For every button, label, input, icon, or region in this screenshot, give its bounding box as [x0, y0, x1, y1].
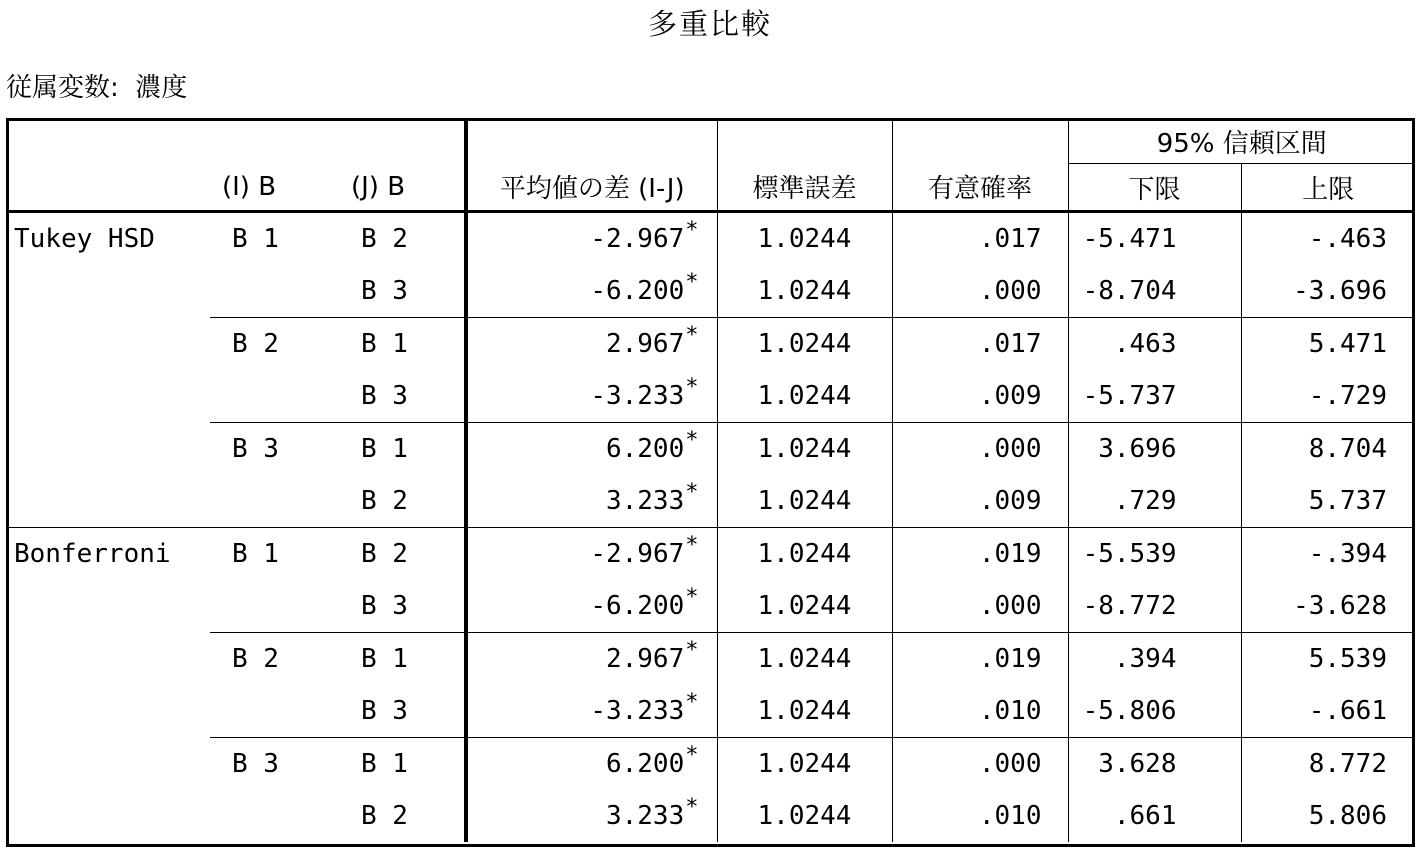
- significance-cell: [892, 685, 1068, 738]
- std-error-cell: [717, 423, 892, 476]
- significance-star: *: [685, 690, 699, 715]
- std-error-cell-text: 1.0244: [757, 749, 852, 779]
- upper-bound-cell-text: -.661: [1308, 696, 1387, 726]
- j-b-cell: [341, 580, 466, 633]
- mean-difference-cell-text: -3.233: [590, 696, 685, 726]
- mean-difference-cell: [466, 318, 717, 371]
- mean-difference-cell-text: 6.200: [605, 749, 685, 779]
- significance-star: *: [685, 428, 699, 453]
- j-b-cell: [341, 528, 466, 581]
- significance-cell: [892, 633, 1068, 686]
- mean-difference-cell-text: -6.200: [590, 591, 685, 621]
- mean-difference-cell: [466, 528, 717, 581]
- mean-difference-cell-text: -2.967: [590, 224, 685, 254]
- table-row: [6, 475, 1415, 528]
- mean-difference-cell: [466, 423, 717, 476]
- lower-bound-cell: [1068, 265, 1241, 318]
- method-cell-text: Bonferroni: [14, 539, 171, 569]
- table-body: [6, 212, 1415, 843]
- header-j-b: (J) B: [341, 164, 466, 212]
- significance-cell-text: .000: [978, 749, 1042, 779]
- upper-bound-cell: [1241, 685, 1415, 738]
- lower-bound-cell-text: .463: [1113, 329, 1177, 359]
- header-method: [6, 164, 210, 212]
- upper-bound-cell-text: 5.539: [1308, 644, 1387, 674]
- upper-bound-cell: [1241, 790, 1415, 842]
- table-row: [6, 790, 1415, 842]
- std-error-cell: [717, 265, 892, 318]
- upper-bound-cell: [1241, 528, 1415, 581]
- std-error-cell-text: 1.0244: [757, 486, 852, 516]
- mean-difference-cell-text: -2.967: [590, 539, 685, 569]
- table-row: [6, 318, 1415, 371]
- i-b-cell: [210, 212, 341, 266]
- table-row: [6, 212, 1415, 266]
- method-cell: [6, 475, 210, 528]
- upper-bound-cell: [1241, 423, 1415, 476]
- j-b-cell-text: B 2: [361, 224, 408, 254]
- multiple-comparisons-table: [6, 119, 1415, 842]
- upper-bound-cell: [1241, 738, 1415, 791]
- method-cell: [6, 528, 210, 581]
- j-b-cell-text: B 1: [361, 749, 408, 779]
- lower-bound-cell: [1068, 475, 1241, 528]
- std-error-cell: [717, 212, 892, 266]
- j-b-cell: [341, 370, 466, 423]
- significance-cell: [892, 738, 1068, 791]
- upper-bound-cell-text: 8.704: [1308, 434, 1387, 464]
- i-b-cell-text: B 2: [232, 329, 279, 359]
- i-b-cell: [210, 685, 341, 738]
- j-b-cell: [341, 212, 466, 266]
- lower-bound-cell: [1068, 318, 1241, 371]
- significance-cell-text: .009: [978, 486, 1042, 516]
- j-b-cell-text: B 3: [361, 276, 408, 306]
- lower-bound-cell: [1068, 212, 1241, 266]
- table-row: [6, 580, 1415, 633]
- significance-cell-text: .010: [978, 801, 1042, 831]
- std-error-cell: [717, 475, 892, 528]
- mean-difference-cell: [466, 790, 717, 842]
- lower-bound-cell-text: .661: [1113, 801, 1177, 831]
- j-b-cell-text: B 3: [361, 696, 408, 726]
- std-error-cell: [717, 633, 892, 686]
- significance-star: *: [685, 743, 699, 768]
- lower-bound-cell: [1068, 633, 1241, 686]
- i-b-cell: [210, 738, 341, 791]
- j-b-cell: [341, 685, 466, 738]
- j-b-cell: [341, 790, 466, 842]
- lower-bound-cell: [1068, 370, 1241, 423]
- header-mean-diff-blank: [466, 119, 717, 164]
- std-error-cell: [717, 318, 892, 371]
- i-b-cell: [210, 580, 341, 633]
- mean-difference-cell: [466, 370, 717, 423]
- method-cell: [6, 265, 210, 318]
- significance-cell-text: .010: [978, 696, 1042, 726]
- significance-cell: [892, 212, 1068, 266]
- dependent-variable-label: 従属変数:: [6, 73, 119, 103]
- j-b-cell-text: B 3: [361, 591, 408, 621]
- j-b-cell-text: B 3: [361, 381, 408, 411]
- header-row-top: [6, 119, 1415, 164]
- i-b-cell: [210, 265, 341, 318]
- lower-bound-cell-text: -5.471: [1082, 224, 1177, 254]
- table-row: [6, 685, 1415, 738]
- significance-star: *: [685, 638, 699, 663]
- mean-difference-cell: [466, 738, 717, 791]
- lower-bound-cell: [1068, 528, 1241, 581]
- upper-bound-cell-text: 5.471: [1308, 329, 1387, 359]
- upper-bound-cell: [1241, 580, 1415, 633]
- std-error-cell-text: 1.0244: [757, 539, 852, 569]
- table-row: [6, 370, 1415, 423]
- method-cell: [6, 685, 210, 738]
- significance-cell-text: .017: [978, 329, 1042, 359]
- i-b-cell: [210, 475, 341, 528]
- dependent-variable-line: [6, 70, 187, 106]
- significance-star: *: [685, 795, 699, 820]
- mean-difference-cell-text: -6.200: [590, 276, 685, 306]
- header-std-error: 標準誤差: [717, 164, 892, 212]
- j-b-cell-text: B 1: [361, 434, 408, 464]
- lower-bound-cell-text: -8.704: [1082, 276, 1177, 306]
- header-significance: 有意確率: [892, 164, 1068, 212]
- std-error-cell: [717, 738, 892, 791]
- i-b-cell: [210, 318, 341, 371]
- lower-bound-cell: [1068, 580, 1241, 633]
- lower-bound-cell-text: 3.696: [1098, 434, 1177, 464]
- upper-bound-cell-text: 8.772: [1308, 749, 1387, 779]
- header-upper-bound: 上限: [1241, 164, 1415, 212]
- lower-bound-cell-text: -8.772: [1082, 591, 1177, 621]
- i-b-cell-text: B 3: [232, 749, 279, 779]
- upper-bound-cell: [1241, 370, 1415, 423]
- method-cell: [6, 212, 210, 266]
- significance-star: *: [685, 375, 699, 400]
- j-b-cell: [341, 318, 466, 371]
- mean-difference-cell-text: 6.200: [605, 434, 685, 464]
- lower-bound-cell: [1068, 738, 1241, 791]
- significance-cell: [892, 528, 1068, 581]
- mean-difference-cell: [466, 475, 717, 528]
- j-b-cell: [341, 265, 466, 318]
- std-error-cell-text: 1.0244: [757, 329, 852, 359]
- header-sig-blank: [892, 119, 1068, 164]
- significance-star: *: [685, 270, 699, 295]
- significance-star: *: [685, 218, 699, 243]
- header-mean-difference: 平均値の差 (I-J): [466, 164, 717, 212]
- i-b-cell: [210, 528, 341, 581]
- upper-bound-cell-text: -.729: [1308, 381, 1387, 411]
- significance-cell: [892, 790, 1068, 842]
- header-i-b: (I) B: [210, 164, 341, 212]
- significance-cell-text: .000: [978, 276, 1042, 306]
- i-b-cell-text: B 3: [232, 434, 279, 464]
- mean-difference-cell-text: 2.967: [605, 329, 685, 359]
- i-b-cell-text: B 1: [232, 224, 279, 254]
- method-cell: [6, 318, 210, 371]
- header-row-bottom: [6, 164, 1415, 212]
- upper-bound-cell-text: -3.696: [1293, 276, 1387, 306]
- method-cell: [6, 580, 210, 633]
- upper-bound-cell-text: 5.737: [1308, 486, 1387, 516]
- significance-cell: [892, 475, 1068, 528]
- j-b-cell-text: B 1: [361, 329, 408, 359]
- header-lower-bound: 下限: [1068, 164, 1241, 212]
- significance-cell: [892, 580, 1068, 633]
- std-error-cell: [717, 528, 892, 581]
- table-row: [6, 633, 1415, 686]
- significance-cell: [892, 318, 1068, 371]
- j-b-cell-text: B 2: [361, 801, 408, 831]
- header-method-blank: [6, 119, 210, 164]
- method-cell: [6, 790, 210, 842]
- method-cell: [6, 370, 210, 423]
- significance-cell-text: .019: [978, 539, 1042, 569]
- significance-cell: [892, 370, 1068, 423]
- i-b-cell: [210, 633, 341, 686]
- lower-bound-cell: [1068, 790, 1241, 842]
- significance-star: *: [685, 480, 699, 505]
- table-row: [6, 265, 1415, 318]
- header-j-blank: [341, 119, 466, 164]
- std-error-cell-text: 1.0244: [757, 801, 852, 831]
- significance-cell-text: .017: [978, 224, 1042, 254]
- method-cell: [6, 423, 210, 476]
- std-error-cell: [717, 685, 892, 738]
- upper-bound-cell: [1241, 633, 1415, 686]
- j-b-cell-text: B 2: [361, 539, 408, 569]
- std-error-cell-text: 1.0244: [757, 276, 852, 306]
- mean-difference-cell-text: 2.967: [605, 644, 685, 674]
- std-error-cell-text: 1.0244: [757, 644, 852, 674]
- header-i-blank: [210, 119, 341, 164]
- mean-difference-cell-text: -3.233: [590, 381, 685, 411]
- j-b-cell: [341, 633, 466, 686]
- significance-cell: [892, 423, 1068, 476]
- mean-difference-cell: [466, 633, 717, 686]
- upper-bound-cell-text: -.394: [1308, 539, 1387, 569]
- i-b-cell: [210, 423, 341, 476]
- std-error-cell: [717, 790, 892, 842]
- mean-difference-cell: [466, 212, 717, 266]
- std-error-cell-text: 1.0244: [757, 224, 852, 254]
- lower-bound-cell: [1068, 685, 1241, 738]
- significance-cell-text: .019: [978, 644, 1042, 674]
- lower-bound-cell-text: 3.628: [1098, 749, 1177, 779]
- j-b-cell: [341, 738, 466, 791]
- std-error-cell-text: 1.0244: [757, 696, 852, 726]
- table-row: [6, 423, 1415, 476]
- std-error-cell-text: 1.0244: [757, 591, 852, 621]
- lower-bound-cell-text: -5.737: [1082, 381, 1177, 411]
- upper-bound-cell: [1241, 265, 1415, 318]
- dependent-variable-value: 濃度: [135, 73, 188, 103]
- significance-star: *: [685, 585, 699, 610]
- significance-cell-text: .009: [978, 381, 1042, 411]
- lower-bound-cell-text: .394: [1113, 644, 1177, 674]
- upper-bound-cell: [1241, 212, 1415, 266]
- significance-cell-text: .000: [978, 591, 1042, 621]
- significance-cell: [892, 265, 1068, 318]
- upper-bound-cell-text: 5.806: [1308, 801, 1387, 831]
- std-error-cell-text: 1.0244: [757, 434, 852, 464]
- std-error-cell: [717, 580, 892, 633]
- table-row: [6, 528, 1415, 581]
- upper-bound-cell-text: -.463: [1308, 224, 1387, 254]
- method-cell: [6, 738, 210, 791]
- std-error-cell-text: 1.0244: [757, 381, 852, 411]
- j-b-cell-text: B 1: [361, 644, 408, 674]
- j-b-cell: [341, 475, 466, 528]
- upper-bound-cell-text: -3.628: [1293, 591, 1387, 621]
- header-se-blank: [717, 119, 892, 164]
- i-b-cell-text: B 2: [232, 644, 279, 674]
- method-cell: [6, 633, 210, 686]
- table-title: 多重比較: [647, 7, 772, 41]
- j-b-cell-text: B 2: [361, 486, 408, 516]
- significance-star: *: [685, 533, 699, 558]
- i-b-cell: [210, 790, 341, 842]
- method-cell-text: Tukey HSD: [14, 224, 155, 254]
- lower-bound-cell: [1068, 423, 1241, 476]
- significance-cell-text: .000: [978, 434, 1042, 464]
- table-row: [6, 738, 1415, 791]
- lower-bound-cell-text: -5.806: [1082, 696, 1177, 726]
- mean-difference-cell-text: 3.233: [605, 801, 685, 831]
- i-b-cell-text: B 1: [232, 539, 279, 569]
- i-b-cell: [210, 370, 341, 423]
- mean-difference-cell: [466, 580, 717, 633]
- significance-star: *: [685, 323, 699, 348]
- mean-difference-cell-text: 3.233: [605, 486, 685, 516]
- mean-difference-cell: [466, 685, 717, 738]
- upper-bound-cell: [1241, 475, 1415, 528]
- lower-bound-cell-text: .729: [1113, 486, 1177, 516]
- upper-bound-cell: [1241, 318, 1415, 371]
- j-b-cell: [341, 423, 466, 476]
- mean-difference-cell: [466, 265, 717, 318]
- header-confidence-interval: 95% 信頼区間: [1068, 119, 1415, 164]
- std-error-cell: [717, 370, 892, 423]
- lower-bound-cell-text: -5.539: [1082, 539, 1177, 569]
